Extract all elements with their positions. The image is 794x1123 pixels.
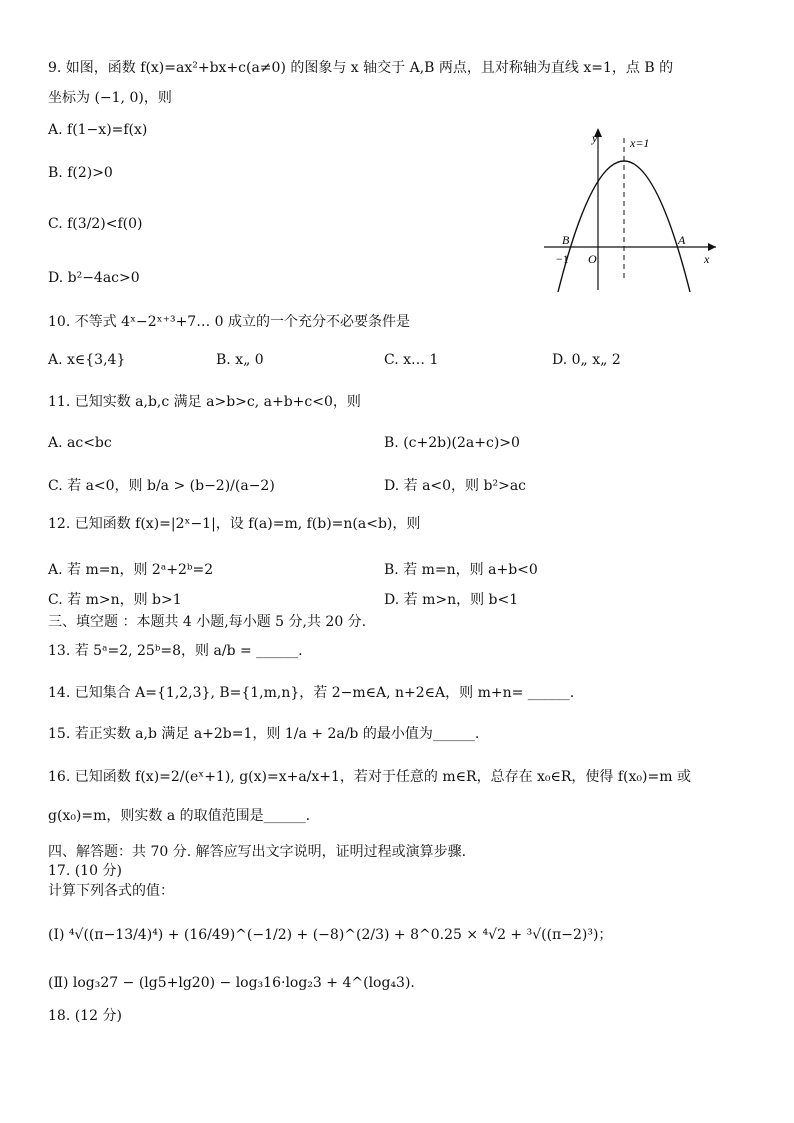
q9-option-c: C. f(3/2)<f(0) [48,216,143,232]
x-axis-arrow-icon [708,243,716,251]
q10-option-b: B. x„ 0 [216,352,264,368]
q12-option-d: D. 若 m>n，则 b<1 [384,592,519,608]
q16-line1: 16. 已知函数 f(x)=2/(eˣ+1), g(x)=x+a/x+1，若对于任意的 m∈R，总存在 x₀∈R，使得 f(x₀)=m 或 [48,769,691,785]
q14: 14. 已知集合 A={1,2,3}, B={1,m,n}，若 2−m∈A, n+2∈A，则 m+n= ______. [48,685,575,701]
origin-label: O [588,252,597,266]
q16-line2: g(x₀)=m，则实数 a 的取值范围是______. [48,808,311,824]
q11-stem: 11. 已知实数 a,b,c 满足 a>b>c, a+b+c<0，则 [48,394,361,410]
q10-option-d: D. 0„ x„ 2 [552,352,621,368]
q11-option-a: A. ac<bc [48,435,112,451]
q17-part1: (Ⅰ) ⁴√((π−13/4)⁴) + (16/49)^(−1/2) + (−8)^(2/3) + 8^0.25 × ⁴√2 + ³√((π−2)³)； [48,927,613,943]
q11-option-c: C. 若 a<0，则 b/a > (b−2)/(a−2) [48,478,275,494]
q15: 15. 若正实数 a,b 满足 a+2b=1，则 1/a + 2a/b 的最小值为______. [48,726,480,742]
y-axis-label: y [592,131,598,145]
q12-option-c: C. 若 m>n，则 b>1 [48,592,182,608]
q9-option-d: D. b²−4ac>0 [48,270,140,286]
x-axis-label: x [704,252,710,266]
point-a-label: A [678,233,686,247]
q10-stem: 10. 不等式 4ˣ−2ˣ⁺³+7… 0 成立的一个充分不必要条件是 [48,314,411,330]
q9-option-a: A. f(1−x)=f(x) [48,122,148,138]
q11-option-d: D. 若 a<0，则 b²>ac [384,478,527,494]
point-b-label: B [562,233,570,247]
symmetry-line-label: x=1 [630,136,650,150]
q12-option-a: A. 若 m=n，则 2ᵃ+2ᵇ=2 [48,562,214,578]
q13: 13. 若 5ᵃ=2, 25ᵇ=8，则 a/b = ______. [48,643,303,659]
section-3-heading: 三、填空题 ：本题共 4 小题,每小题 5 分,共 20 分. [48,614,367,630]
parabola-graph [534,120,724,295]
neg-one-label: −1 [556,252,569,266]
q18-header: 18. (12 分) [48,1008,122,1024]
q9-stem-line1: 9. 如图，函数 f(x)=ax²+bx+c(a≠0) 的图象与 x 轴交于 A,B 两点，且对称轴为直线 x=1，点 B 的 [48,60,674,76]
q17-part2: (Ⅱ) log₃27 − (lg5+lg20) − log₃16·log₂3 + 4^(log₄3). [48,975,415,991]
q11-option-b: B. (c+2b)(2a+c)>0 [384,435,520,451]
q10-option-a: A. x∈{3,4} [48,352,126,368]
q10-option-c: C. x… 1 [384,352,439,368]
q12-stem: 12. 已知函数 f(x)=|2ˣ−1|，设 f(a)=m, f(b)=n(a<b)，则 [48,516,421,532]
q17-intro: 计算下列各式的值： [48,883,174,899]
section-4-heading: 四、解答题：共 70 分. 解答应写出文字说明，证明过程或演算步骤. [48,844,467,860]
q9-stem-line2: 坐标为 (−1, 0)，则 [48,90,172,106]
q9-option-b: B. f(2)>0 [48,165,113,181]
q17-header: 17. (10 分) [48,863,122,879]
q12-option-b: B. 若 m=n，则 a+b<0 [384,562,538,578]
parabola-curve [558,161,690,292]
